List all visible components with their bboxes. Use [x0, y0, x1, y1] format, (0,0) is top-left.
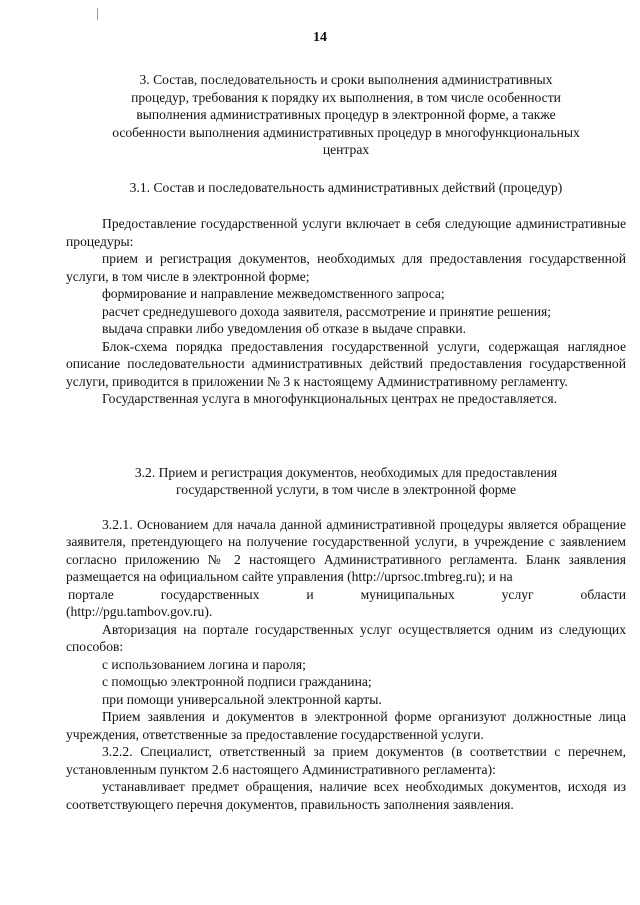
paragraph-establishes: устанавливает предмет обращения, наличие всех необходимых документов, исходя из соответствующего перечня документов, правильность заполнения заявления. — [66, 779, 626, 812]
paragraph: формирование и направление межведомственного запроса; — [102, 286, 445, 301]
section-3-2-title-line: 3.2. Прием и регистрация документов, необходимых для предоставления — [134, 464, 558, 480]
page-number: 14 — [313, 30, 327, 45]
portal-word: области — [580, 586, 626, 602]
section-3-title-line: особенности выполнения административных процедур в многофункциональных — [112, 124, 580, 140]
paragraph: прием и регистрация документов, необходимых для предоставления государственной услуги, в том числе в электронной форме; — [66, 251, 626, 284]
portal-line — [66, 586, 626, 604]
paragraph: расчет среднедушевого дохода заявителя, рассмотрение и принятие решения; — [102, 303, 552, 319]
section-3-1-title: 3.1. Состав и последовательность административных действий (процедур) — [129, 179, 563, 195]
portal-url: (http://pgu.tambov.gov.ru). — [66, 604, 213, 619]
portal-word: муниципальных — [360, 586, 455, 602]
section-3-title-line: центрах — [322, 142, 370, 157]
document-body — [66, 71, 626, 813]
paragraph-3-2-2: 3.2.2. Специалист, ответственный за прием документов (в соответствии с перечнем, установленным пунктом 2.6 настоящего Административного регламента): — [66, 744, 626, 777]
portal-word: и — [306, 586, 314, 602]
paragraph: Блок-схема порядка предоставления государственной услуги, содержащая наглядное описание последовательности административных действий предоставления государственной услуги, приводится в приложении № 3 к настоящему Административному регламенту. — [66, 338, 626, 389]
section-3-title-line: 3. Состав, последовательность и сроки выполнения административных — [139, 72, 553, 87]
section-3-title-line: процедур, требования к порядку их выполнения, в том числе особенности — [131, 89, 561, 105]
paragraph: Предоставление государственной услуги включает в себя следующие административные процедуры: — [66, 216, 626, 249]
paragraph: выдача справки либо уведомления об отказе в выдаче справки. — [102, 321, 467, 336]
auth-item: с помощью электронной подписи гражданина; — [102, 674, 372, 689]
section-3-title-line: выполнения административных процедур в электронной форме, а также — [136, 107, 556, 122]
section-3-title — [66, 71, 626, 159]
portal-word: услуг — [501, 586, 534, 602]
spacer — [66, 408, 626, 464]
auth-item: при помощи универсальной электронной карты. — [102, 691, 382, 707]
auth-item: с использованием логина и пароля; — [102, 656, 306, 672]
paragraph-authorization: Авторизация на портале государственных услуг осуществляется одним из следующих способов: — [66, 621, 626, 654]
section-3-2-title-line: государственной услуги, в том числе в электронной форме — [175, 482, 516, 497]
section-3-2-title — [66, 464, 626, 499]
paragraph-3-2-1: 3.2.1. Основанием для начала данной административной процедуры является обращение заявителя, претендующего на получение государственной услуги, в учреждение с заявлением согласно приложению № 2 настоящего Административного регламента. Бланк заявления размещается на официальном сайте управления (http://uprsoc.tmbreg.ru); и на — [66, 516, 626, 584]
paragraph-reception: Прием заявления и документов в электронной форме организуют должностные лица учреждения, ответственные за предоставление государственной услуги. — [66, 709, 626, 742]
paragraph: Государственная услуга в многофункциональных центрах не предоставляется. — [102, 391, 558, 406]
portal-word: портале — [68, 586, 114, 602]
portal-word: государственных — [160, 586, 260, 602]
margin-mark — [97, 8, 98, 20]
